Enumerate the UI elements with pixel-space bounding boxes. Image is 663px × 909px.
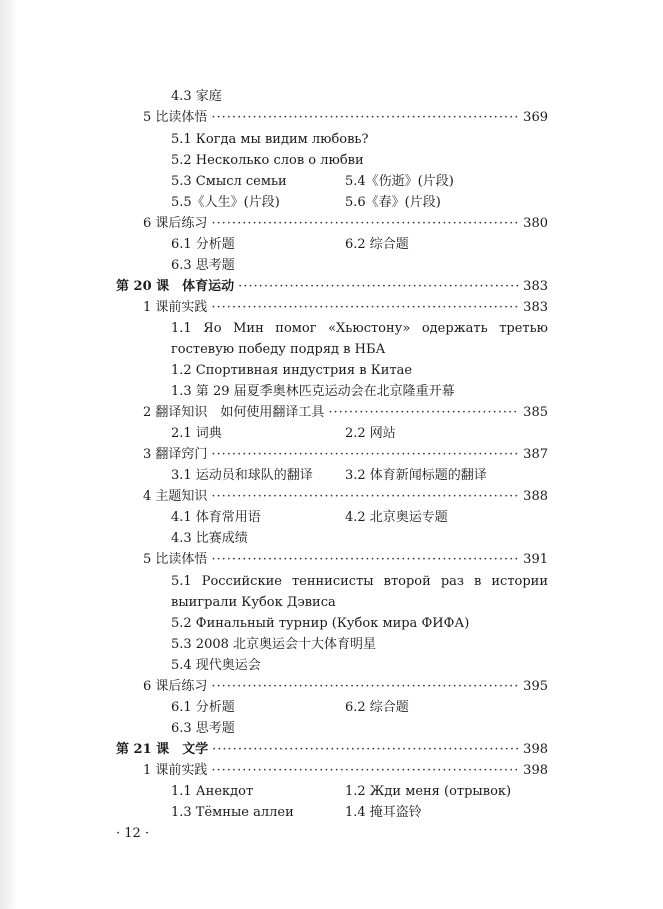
page-ref: 380 [523, 216, 548, 231]
page-ref: 398 [523, 763, 548, 778]
toc-section[interactable]: 1 课前实践 ····· 398 [143, 761, 548, 781]
toc-chapter[interactable]: 第 20 课 体育运动 ····· 383 [116, 277, 548, 297]
toc-subsection: 5.4 现代奥运会 [171, 658, 261, 673]
toc-subsection-pair [171, 235, 548, 255]
toc-subsection: 5.2 Несколько слов о любви [171, 153, 364, 168]
subsection-left: 4.1 体育常用语 [171, 510, 261, 525]
toc-section[interactable]: 5 比读体悟 ····· 369 [143, 108, 548, 128]
toc-subsection: 1.1 Яо Мин помог «Хьюстону» одержать третью гостевую победу подряд в НБА [171, 321, 548, 357]
toc-subsection: 1.3 第 29 届夏季奥林匹克运动会在北京隆重开幕 [171, 384, 455, 399]
subsection-left: 6.1 分析题 [171, 237, 235, 252]
subsection-left: 6.1 分析题 [171, 700, 235, 715]
leader-dots [211, 550, 519, 570]
toc-subsection-pair [171, 193, 548, 213]
toc-subsection-pair [171, 508, 548, 528]
toc-subsection-pair [171, 803, 548, 823]
page-number: · 12 · [116, 826, 150, 841]
toc-section[interactable]: 4 主题知识 ····· 388 [143, 487, 548, 507]
subsection-right: 1.2 Жди меня (отрывок) [345, 784, 512, 799]
toc-subsection-pair [171, 782, 548, 802]
toc-subsection: 5.3 2008 北京奥运会十大体育明星 [171, 637, 377, 652]
page-ref: 398 [523, 742, 548, 757]
toc-section[interactable]: 2 翻译知识 如何使用翻译工具 ····· 385 [143, 403, 548, 423]
subsection-right: 6.2 综合题 [345, 237, 409, 252]
toc-section[interactable]: 1 课前实践 ····· 383 [143, 298, 548, 318]
subsection-right: 6.2 综合题 [345, 700, 409, 715]
subsection-left: 2.1 词典 [171, 426, 222, 441]
subsection-left: 1.3 Тёмные аллеи [171, 805, 294, 820]
toc-subsection: 5.1 Когда мы видим любовь? [171, 132, 369, 147]
toc-subsection-pair [171, 172, 548, 192]
page-ref: 388 [523, 489, 548, 504]
subsection-left: 3.1 运动员和球队的翻译 [171, 468, 313, 483]
page-ref: 387 [523, 447, 548, 462]
subsection-right: 3.2 体育新闻标题的翻译 [345, 468, 487, 483]
toc-subsection: 4.3 比赛成绩 [171, 531, 248, 546]
subsection-left: 5.5《人生》(片段) [171, 195, 280, 210]
toc-section[interactable]: 6 课后练习 ····· 380 [143, 214, 548, 234]
subsection-right: 4.2 北京奥运专题 [345, 510, 448, 525]
leader-dots [238, 277, 519, 297]
subsection-left: 5.3 Смысл семьи [171, 174, 287, 189]
toc-subsection: 6.3 思考题 [171, 721, 235, 736]
page-ref: 369 [523, 110, 548, 125]
toc-subsection-pair [171, 466, 548, 486]
leader-dots [211, 677, 519, 697]
leader-dots [212, 740, 519, 760]
leader-dots [211, 761, 519, 781]
toc-section[interactable]: 5 比读体悟 ····· 391 [143, 550, 548, 570]
page-ref: 383 [523, 279, 548, 294]
leader-dots [328, 403, 519, 423]
leader-dots [211, 214, 519, 234]
toc-section[interactable]: 3 翻译窍门 ····· 387 [143, 445, 548, 465]
page-ref: 395 [523, 679, 548, 694]
leader-dots [211, 487, 519, 507]
leader-dots [211, 108, 519, 128]
subsection-left: 1.1 Анекдот [171, 784, 254, 799]
toc-subsection: 5.2 Финальный турнир (Кубок мира ФИФА) [171, 616, 470, 631]
subsection-right: 5.4《伤逝》(片段) [345, 174, 454, 189]
toc-subsection-pair [171, 698, 548, 718]
subsection-right: 2.2 网站 [345, 426, 396, 441]
toc-section[interactable]: 6 课后练习 ····· 395 [143, 677, 548, 697]
toc-chapter[interactable]: 第 21 课 文学 ····· 398 [116, 740, 548, 760]
page-ref: 385 [523, 405, 548, 420]
toc-subsection: 4.3 家庭 [171, 89, 222, 104]
toc-subsection: 1.2 Спортивная индустрия в Китае [171, 363, 413, 378]
toc-subsection: 6.3 思考题 [171, 258, 235, 273]
toc-subsection-pair [171, 424, 548, 444]
page-ref: 383 [523, 300, 548, 315]
leader-dots [211, 298, 519, 318]
page-ref: 391 [523, 552, 548, 567]
subsection-right: 5.6《春》(片段) [345, 195, 441, 210]
leader-dots [211, 445, 519, 465]
toc-subsection: 5.1 Российские теннисисты второй раз в истории выиграли Кубок Дэвиса [171, 574, 548, 610]
subsection-right: 1.4 掩耳盗铃 [345, 805, 422, 820]
